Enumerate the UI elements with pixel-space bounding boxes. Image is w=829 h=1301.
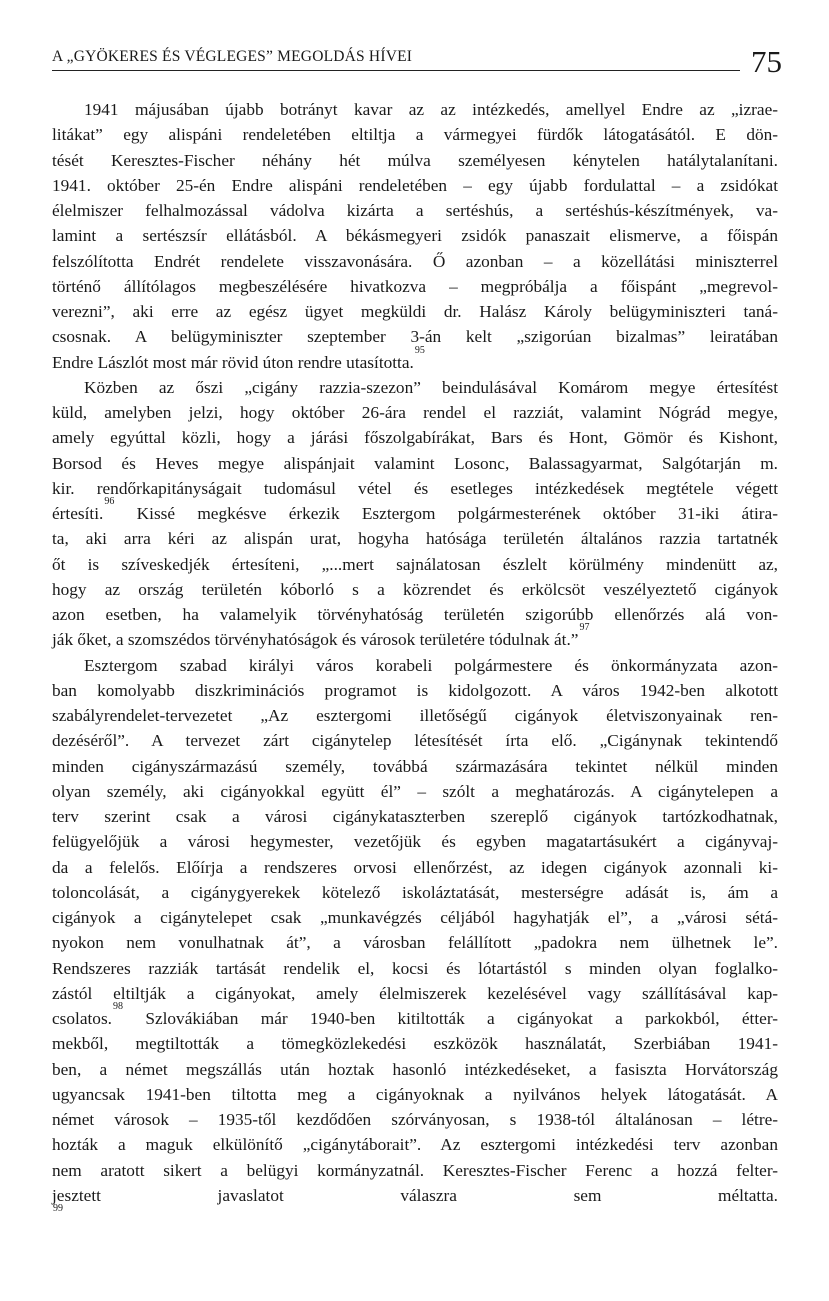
text-line: ban komolyabb diszkriminációs programot is kidolgozott. A város 1942-ben alkotott (52, 680, 778, 700)
text-line: mekből, megtiltották a tömegközlekedési eszközök használatát, Szerbiában 1941- (52, 1034, 778, 1054)
text-line (52, 1001, 778, 1031)
text-line: minden cigányszármazású személy, továbbá származására tekintet nélkül minden (52, 756, 778, 776)
text-line: felszólította Endrét rendelete visszavonására. Ő azonban – a közellátási miniszterrel (52, 251, 778, 271)
text-line (52, 344, 778, 375)
text-line: élelmiszer felhalmozással vádolva kizárta a sertéshús, a sertéshús-készítmények, va- (52, 201, 778, 220)
text-line: lamint a sertészsír ellátásból. A békásmegyeri zsidók panaszait elismerve, a főispán (52, 226, 778, 246)
text-line: Rendszeres razziák tartását rendelik el, kocsi és lótartástól s minden olyan foglalko- (52, 958, 778, 978)
footnote-marker: 97 (579, 622, 590, 634)
text-line (52, 622, 778, 652)
text-line: felügyelőjük a városi hegymester, vezetőjük és egyben magatartásukért a cigányvaj- (52, 832, 778, 852)
text-line: litákat” egy alispáni rendeletében eltiltja a vármegyei fürdők látogatásától. E dön- (52, 125, 778, 145)
text-line: dezéséről”. A tervezet zárt cigánytelep létesítését írta elő. „Cigánynak tekintendő (52, 731, 778, 751)
text-line: nem aratott sikert a belügyi kormányzatnál. Keresztes-Fischer Ferenc a hozzá felter- (52, 1160, 778, 1180)
text-line: küld, amelyben jelzi, hogy október 26-ára rendel el razziát, valamint Nógrád megye, (52, 403, 778, 422)
body-text (52, 97, 778, 1233)
text-line: zástól eltiltják a cigányokat, amely élelmiszerek kezelésével vagy szállításával kap- (52, 983, 778, 1003)
text-line: hogy az ország területén kóborló s a közrendet és erkölcsöt veszélyeztető cigányok (52, 579, 778, 599)
text-line: ta, aki arra kéri az alispán urat, hogyha hatósága területén általános razzia tartatnék (52, 529, 778, 549)
footnote-marker: 96 (104, 496, 115, 508)
text-line: da a felelős. Előírja a rendszeres orvosi ellenőrzést, az idegen cigányok azonnali ki- (52, 857, 778, 877)
text-line: szabályrendelet-tervezetet „Az esztergomi illetőségű cigányok életviszonyainak ren- (52, 706, 778, 725)
text-line: Közben az őszi „cigány razzia-szezon” beindulásával Komárom megye értesítést (84, 377, 778, 397)
text-line: kir. rendőrkapitányságait tudomásul vétel és esetleges intézkedések megtétele végett (52, 478, 778, 498)
line-text: ják őket, a szomszédos törvényhatóságok és városok területére tódulnak át.” (52, 630, 579, 650)
text-line: tését Keresztes-Fischer néhány hét múlva személyesen kénytelen hatálytalanítani. (52, 150, 778, 170)
text-line: történő állítólagos megbeszélésére hivatkozva – megpróbálja a főispánt „megrevol- (52, 276, 778, 296)
footnote-marker: 98 (113, 1001, 123, 1013)
text-line (52, 496, 778, 526)
text-line: 1941. október 25-én Endre alispáni rendeletében – egy újabb fordulattal – a zsidókat (52, 175, 778, 195)
text-line: amely egyúttal közli, hogy a járási főszolgabírákat, Bars és Hont, Gömör és Kishont, (52, 428, 778, 448)
header-rule (52, 70, 740, 71)
footnote-marker: 99 (53, 1203, 63, 1215)
text-line: ugyancsak 1941-ben tiltotta meg a cigányoknak a nyilvános helyek látogatását. A (52, 1084, 778, 1104)
line-text: Endre Lászlót most már rövid úton rendre utasította. (52, 352, 414, 372)
text-line: ben, a német megszállás után hoztak hasonló intézkedéseket, a fasiszta Horvátország (52, 1059, 778, 1079)
text-line: Borsod és Heves megye alispánjait valamint Losonc, Balassagyarmat, Salgótarján m. (52, 453, 778, 473)
text-line: nyokon nem vonulhatnak át”, a városban felállított „padokra nem ülhetnek le”. (52, 933, 778, 953)
text-line: német városok – 1935-től kezdődően szórványosan, s 1938-tól általánosan – létre- (52, 1110, 778, 1129)
text-line: terv szerint csak a városi cigánykataszterben szereplő cigányok tartózkodhatnak, (52, 807, 778, 826)
line-text: értesíti. (52, 504, 104, 523)
text-line: jesztett javaslatot válaszra sem méltatta. (52, 1185, 778, 1205)
line-text: Szlovákiában már 1940-ben kitiltották a cigányokat a parkokból, étter- (145, 1009, 778, 1028)
text-line: őt is szíveskedjék értesíteni, „...mert sajnálatosan észlelt körülmény mindenütt az, (52, 554, 778, 574)
page-number: 75 (751, 44, 782, 79)
text-line (52, 1203, 778, 1233)
line-text: Kissé megkésve érkezik Esztergom polgármesterének október 31-iki átira- (136, 504, 778, 523)
line-text: csolatos. (52, 1009, 112, 1028)
text-line: azon esetben, ha valamelyik törvényhatóság területén szigorúbb ellenőrzés alá von- (52, 605, 778, 624)
footnote-marker: 95 (414, 344, 425, 356)
text-line: toloncolását, a cigánygyerekek kötelező iskoláztatását, mesterségre adását is, ám a (52, 882, 778, 902)
text-line: verezni”, aki erre az egész ügyet megküldi dr. Halász Károly belügyminiszteri taná- (52, 302, 778, 321)
text-line: csosnak. A belügyminiszter szeptember 3-án kelt „szigorúan bizalmas” leiratában (52, 327, 778, 347)
text-line: olyan személy, aki cigányokkal együtt él” – szólt a meghatározás. A cigánytelepen a (52, 781, 778, 801)
text-line: hozták a maguk elkülönítő „cigánytáborait”. Az esztergomi intézkedési terv azonban (52, 1135, 778, 1155)
text-line: 1941 májusában újabb botrányt kavar az az intézkedés, amellyel Endre az „izrae- (84, 100, 778, 119)
text-line: cigányok a cigánytelepet csak „munkavégzés céljából hagyhatják el”, a „városi sétá- (52, 908, 778, 927)
text-line: Esztergom szabad királyi város korabeli polgármestere és önkormányzata azon- (84, 655, 778, 675)
running-title: A „GYÖKERES ÉS VÉGLEGES” MEGOLDÁS HÍVEI (52, 48, 413, 65)
running-header (52, 42, 782, 82)
